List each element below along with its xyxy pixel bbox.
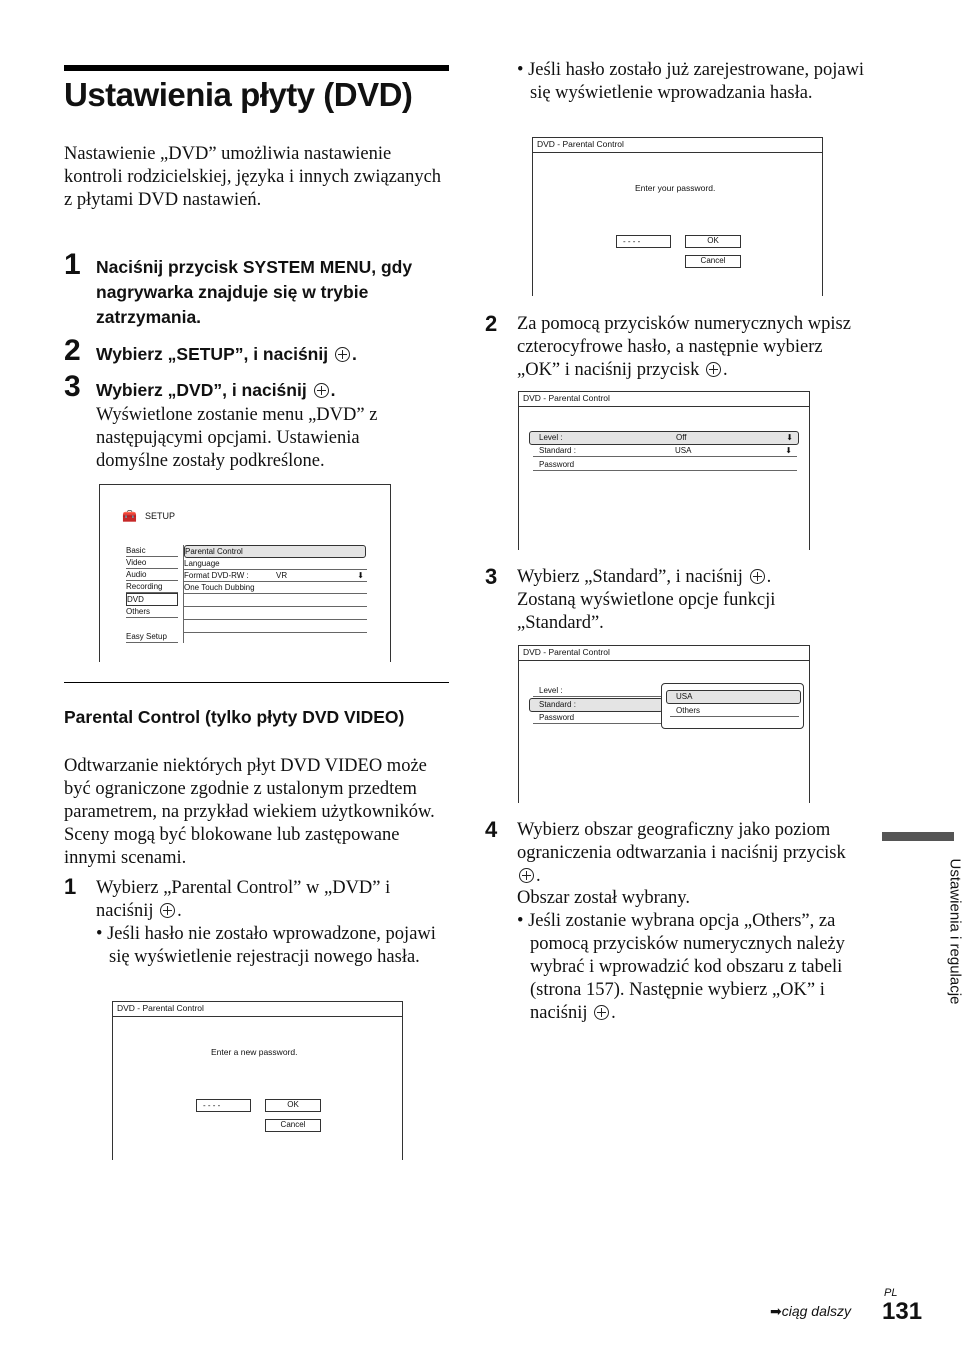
- password-input[interactable]: - - - -: [196, 1099, 251, 1112]
- new-password-screen: [112, 1001, 403, 1160]
- pc-step-2-text: Za pomocą przycisków numerycznych wpisz czterocyfrowe hasło, a następnie wybierz „OK” i naciśnij przycisk: [517, 314, 851, 380]
- pc-step-4-after: Obszar został wybrany.: [517, 888, 690, 908]
- option-label: Others: [676, 706, 701, 715]
- row-label: Password: [539, 713, 575, 722]
- option-one-touch-dubbing[interactable]: One Touch Dubbing: [184, 582, 367, 594]
- standard-options-popup: [661, 683, 804, 729]
- enter-button-icon: [160, 903, 175, 918]
- step-1-text: Naciśnij przycisk SYSTEM MENU, gdy nagrywarka znajduje się w trybie zatrzymania.: [96, 257, 413, 327]
- menu-item-recording[interactable]: Recording: [126, 581, 178, 593]
- setup-right-menu: [183, 545, 367, 643]
- side-label: Ustawienia i regulacje: [946, 858, 964, 1005]
- row-password[interactable]: [533, 712, 661, 724]
- page-title: Ustawienia płyty (DVD): [64, 76, 413, 113]
- option-empty: [184, 607, 367, 620]
- section-body: Odtwarzanie niektórych płyt DVD VIDEO może być ograniczone zgodnie z ustalonym przedtem parametrem, na przykład wiekiem użytkowników. Sceny mogą być blokowane lub zastępowane innymi scenami.: [64, 756, 435, 868]
- enter-password-prompt: Enter your password.: [635, 183, 716, 193]
- page-number: 131: [882, 1298, 923, 1325]
- enter-button-icon: [335, 347, 350, 362]
- option-usa[interactable]: [666, 690, 801, 704]
- toolbox-icon: 🧰: [122, 509, 137, 523]
- cancel-button[interactable]: Cancel: [265, 1119, 321, 1132]
- pc-step-number-4: 4: [485, 817, 498, 842]
- pc-step-number-2: 2: [485, 311, 498, 336]
- pc-step-3-text: Wybierz „Standard”, i naciśnij: [517, 567, 743, 587]
- continued-note: [770, 1303, 851, 1320]
- pc-step-3-description: Zostaną wyświetlone opcje funkcji „Standard”.: [517, 590, 776, 633]
- row-value: USA: [675, 446, 692, 455]
- row-label: Level :: [539, 686, 563, 695]
- enter-button-icon: [706, 362, 721, 377]
- password-input[interactable]: - - - -: [616, 235, 671, 248]
- section-divider: [64, 682, 449, 683]
- continued-text: ciąg dalszy: [781, 1303, 851, 1319]
- option-format-value: VR: [276, 571, 288, 580]
- row-level[interactable]: [533, 685, 661, 697]
- option-empty: [184, 620, 367, 633]
- pc-step-number-3: 3: [485, 564, 498, 589]
- pc-step-number-1: 1: [64, 874, 77, 899]
- parental-standard-screen: [518, 645, 810, 803]
- row-value: Off: [676, 433, 687, 442]
- enter-password-screen: [532, 137, 823, 296]
- arrow-down-icon: ⬇: [785, 446, 792, 455]
- row-label: Standard :: [539, 446, 576, 455]
- parental-level-screen: [518, 391, 810, 550]
- menu-item-basic[interactable]: Basic: [126, 545, 178, 557]
- step-3-description: Wyświetlone zostanie menu „DVD” z następującymi opcjami. Ustawienia domyślne zostały podkreślone.: [96, 405, 378, 471]
- row-standard[interactable]: [529, 698, 663, 712]
- option-parental-control[interactable]: Parental Control: [184, 545, 366, 558]
- setup-header: SETUP: [145, 511, 176, 521]
- row-label: Password: [539, 460, 575, 469]
- arrow-right-icon: ➡: [770, 1303, 782, 1319]
- menu-item-audio[interactable]: Audio: [126, 569, 178, 581]
- screen-title: DVD - Parental Control: [519, 646, 809, 661]
- option-label: USA: [676, 692, 693, 701]
- language-code: PL: [884, 1287, 898, 1299]
- step-3-text: Wybierz „DVD”, i naciśnij: [96, 380, 307, 400]
- row-password[interactable]: [533, 459, 797, 471]
- pc-step-1-bullet: • Jeśli hasło nie zostało wprowadzone, pojawi się wyświetlenie rejestracji nowego hasła.: [96, 924, 436, 967]
- row-level[interactable]: [529, 431, 799, 445]
- menu-item-others[interactable]: Others: [126, 606, 178, 618]
- step-number-2: 2: [64, 334, 81, 367]
- option-others[interactable]: [670, 705, 799, 717]
- registered-password-bullet: • Jeśli hasło zostało już zarejestrowane, pojawi się wyświetlenie wprowadzania hasła.: [517, 60, 865, 103]
- enter-button-icon: [314, 383, 329, 398]
- enter-button-icon: [750, 569, 765, 584]
- arrow-down-icon: ⬇: [786, 433, 793, 442]
- title-rule: [64, 65, 449, 71]
- enter-button-icon: [519, 868, 534, 883]
- section-title: Parental Control (tylko płyty DVD VIDEO): [64, 707, 405, 727]
- menu-item-easy-setup[interactable]: Easy Setup: [126, 631, 178, 643]
- intro-paragraph: Nastawienie „DVD” umożliwia nastawienie kontroli rodzicielskiej, języka i innych związanych z płytami DVD nastawień.: [64, 144, 442, 210]
- ok-button[interactable]: OK: [685, 235, 741, 248]
- screen-title: DVD - Parental Control: [519, 392, 809, 407]
- ok-button[interactable]: OK: [265, 1099, 321, 1112]
- screen-title: DVD - Parental Control: [533, 138, 822, 153]
- menu-item-dvd[interactable]: DVD: [126, 593, 178, 606]
- row-label: Standard :: [539, 700, 576, 709]
- step-2-text: Wybierz „SETUP”, i naciśnij: [96, 344, 329, 364]
- cancel-button[interactable]: Cancel: [685, 255, 741, 268]
- option-format-label: Format DVD-RW :: [184, 571, 249, 580]
- new-password-prompt: Enter a new password.: [211, 1047, 298, 1057]
- option-format-dvd-rw[interactable]: [184, 570, 367, 582]
- pc-step-1-text: Wybierz „Parental Control” w „DVD” i naciśnij: [96, 878, 391, 921]
- screen-title: DVD - Parental Control: [113, 1002, 402, 1017]
- enter-button-icon: [594, 1005, 609, 1020]
- row-label: Level :: [539, 433, 563, 442]
- setup-menu-screen: [99, 484, 391, 662]
- step-number-3: 3: [64, 370, 81, 403]
- step-number-1: 1: [64, 248, 81, 281]
- section-tab: [882, 832, 954, 841]
- option-empty: [184, 594, 367, 607]
- setup-left-menu: [126, 545, 178, 643]
- option-language[interactable]: Language: [184, 558, 367, 570]
- pc-step-4-text: Wybierz obszar geograficzny jako poziom ograniczenia odtwarzania i naciśnij przycisk: [517, 820, 846, 863]
- row-standard[interactable]: [533, 445, 797, 457]
- pc-step-4-bullet: • Jeśli zostanie wybrana opcja „Others”, za pomocą przycisków numerycznych należy wybrać i wprowadzić kod obszaru z tabeli (strona 157). Następnie wybierz „OK” i naciśnij: [517, 911, 845, 1023]
- arrow-down-icon: ⬇: [357, 571, 364, 580]
- menu-item-video[interactable]: Video: [126, 557, 178, 569]
